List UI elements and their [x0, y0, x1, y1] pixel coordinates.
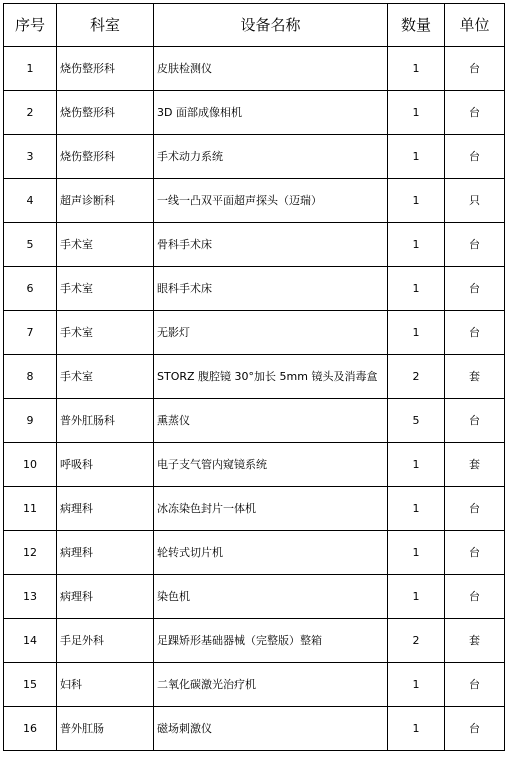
- cell-no: 13: [4, 575, 57, 619]
- header-qty: 数量: [388, 4, 445, 47]
- table-row: [4, 443, 505, 487]
- table-row: [4, 179, 505, 223]
- header-name: 设备名称: [154, 4, 388, 47]
- cell-dept: 普外肛肠科: [57, 399, 154, 443]
- cell-unit: 台: [445, 91, 505, 135]
- cell-quantity: 1: [388, 91, 445, 135]
- cell-quantity: 1: [388, 179, 445, 223]
- cell-equipment-name: 无影灯: [154, 311, 388, 355]
- cell-equipment-name: STORZ 腹腔镜 30°加长 5mm 镜头及消毒盒: [154, 355, 388, 399]
- table-row: [4, 311, 505, 355]
- header-unit: 单位: [445, 4, 505, 47]
- cell-equipment-name: 足踝矫形基础器械（完整版）整箱: [154, 619, 388, 663]
- cell-unit: 台: [445, 707, 505, 751]
- cell-equipment-name: 染色机: [154, 575, 388, 619]
- cell-dept: 手术室: [57, 311, 154, 355]
- cell-dept: 烧伤整形科: [57, 135, 154, 179]
- cell-quantity: 1: [388, 267, 445, 311]
- cell-quantity: 1: [388, 223, 445, 267]
- table-row: [4, 47, 505, 91]
- cell-unit: 套: [445, 355, 505, 399]
- table-row: [4, 223, 505, 267]
- cell-quantity: 5: [388, 399, 445, 443]
- cell-equipment-name: 冰冻染色封片一体机: [154, 487, 388, 531]
- cell-equipment-name: 电子支气管内窥镜系统: [154, 443, 388, 487]
- cell-dept: 妇科: [57, 663, 154, 707]
- cell-quantity: 1: [388, 707, 445, 751]
- cell-unit: 台: [445, 135, 505, 179]
- cell-dept: 手术室: [57, 355, 154, 399]
- cell-quantity: 1: [388, 487, 445, 531]
- cell-equipment-name: 手术动力系统: [154, 135, 388, 179]
- cell-equipment-name: 熏蒸仪: [154, 399, 388, 443]
- cell-dept: 手术室: [57, 267, 154, 311]
- cell-no: 11: [4, 487, 57, 531]
- cell-unit: 套: [445, 443, 505, 487]
- cell-equipment-name: 眼科手术床: [154, 267, 388, 311]
- cell-quantity: 1: [388, 47, 445, 91]
- cell-equipment-name: 二氧化碳激光治疗机: [154, 663, 388, 707]
- cell-unit: 台: [445, 47, 505, 91]
- cell-equipment-name: 骨科手术床: [154, 223, 388, 267]
- equipment-table: [3, 3, 505, 751]
- cell-no: 4: [4, 179, 57, 223]
- cell-dept: 病理科: [57, 575, 154, 619]
- cell-no: 10: [4, 443, 57, 487]
- cell-equipment-name: 一线一凸双平面超声探头（迈瑞）: [154, 179, 388, 223]
- table-row: [4, 663, 505, 707]
- cell-quantity: 1: [388, 663, 445, 707]
- cell-no: 8: [4, 355, 57, 399]
- cell-dept: 病理科: [57, 531, 154, 575]
- table-row: [4, 91, 505, 135]
- table-row: [4, 135, 505, 179]
- table-body: [4, 47, 505, 751]
- table-row: [4, 707, 505, 751]
- cell-no: 2: [4, 91, 57, 135]
- cell-quantity: 1: [388, 575, 445, 619]
- cell-no: 14: [4, 619, 57, 663]
- cell-quantity: 2: [388, 355, 445, 399]
- cell-dept: 病理科: [57, 487, 154, 531]
- cell-no: 5: [4, 223, 57, 267]
- cell-quantity: 1: [388, 311, 445, 355]
- cell-dept: 手足外科: [57, 619, 154, 663]
- cell-equipment-name: 皮肤检测仪: [154, 47, 388, 91]
- cell-unit: 台: [445, 531, 505, 575]
- cell-equipment-name: 3D 面部成像相机: [154, 91, 388, 135]
- cell-no: 1: [4, 47, 57, 91]
- cell-no: 6: [4, 267, 57, 311]
- table-header-row: [4, 4, 505, 47]
- table-row: [4, 619, 505, 663]
- cell-no: 3: [4, 135, 57, 179]
- cell-no: 12: [4, 531, 57, 575]
- table-row: [4, 575, 505, 619]
- cell-unit: 台: [445, 267, 505, 311]
- cell-dept: 呼吸科: [57, 443, 154, 487]
- cell-quantity: 1: [388, 135, 445, 179]
- cell-no: 16: [4, 707, 57, 751]
- cell-quantity: 2: [388, 619, 445, 663]
- cell-dept: 普外肛肠: [57, 707, 154, 751]
- table-row: [4, 267, 505, 311]
- cell-no: 15: [4, 663, 57, 707]
- cell-dept: 超声诊断科: [57, 179, 154, 223]
- cell-unit: 台: [445, 399, 505, 443]
- cell-dept: 烧伤整形科: [57, 91, 154, 135]
- table-row: [4, 399, 505, 443]
- cell-unit: 台: [445, 575, 505, 619]
- cell-quantity: 1: [388, 531, 445, 575]
- cell-unit: 台: [445, 663, 505, 707]
- table-row: [4, 487, 505, 531]
- cell-dept: 烧伤整形科: [57, 47, 154, 91]
- header-dept: 科室: [57, 4, 154, 47]
- cell-unit: 台: [445, 311, 505, 355]
- cell-equipment-name: 磁场刺激仪: [154, 707, 388, 751]
- cell-dept: 手术室: [57, 223, 154, 267]
- table-row: [4, 531, 505, 575]
- cell-equipment-name: 轮转式切片机: [154, 531, 388, 575]
- cell-unit: 台: [445, 223, 505, 267]
- cell-no: 7: [4, 311, 57, 355]
- cell-no: 9: [4, 399, 57, 443]
- cell-quantity: 1: [388, 443, 445, 487]
- cell-unit: 台: [445, 487, 505, 531]
- cell-unit: 只: [445, 179, 505, 223]
- cell-unit: 套: [445, 619, 505, 663]
- table-row: [4, 355, 505, 399]
- header-no: 序号: [4, 4, 57, 47]
